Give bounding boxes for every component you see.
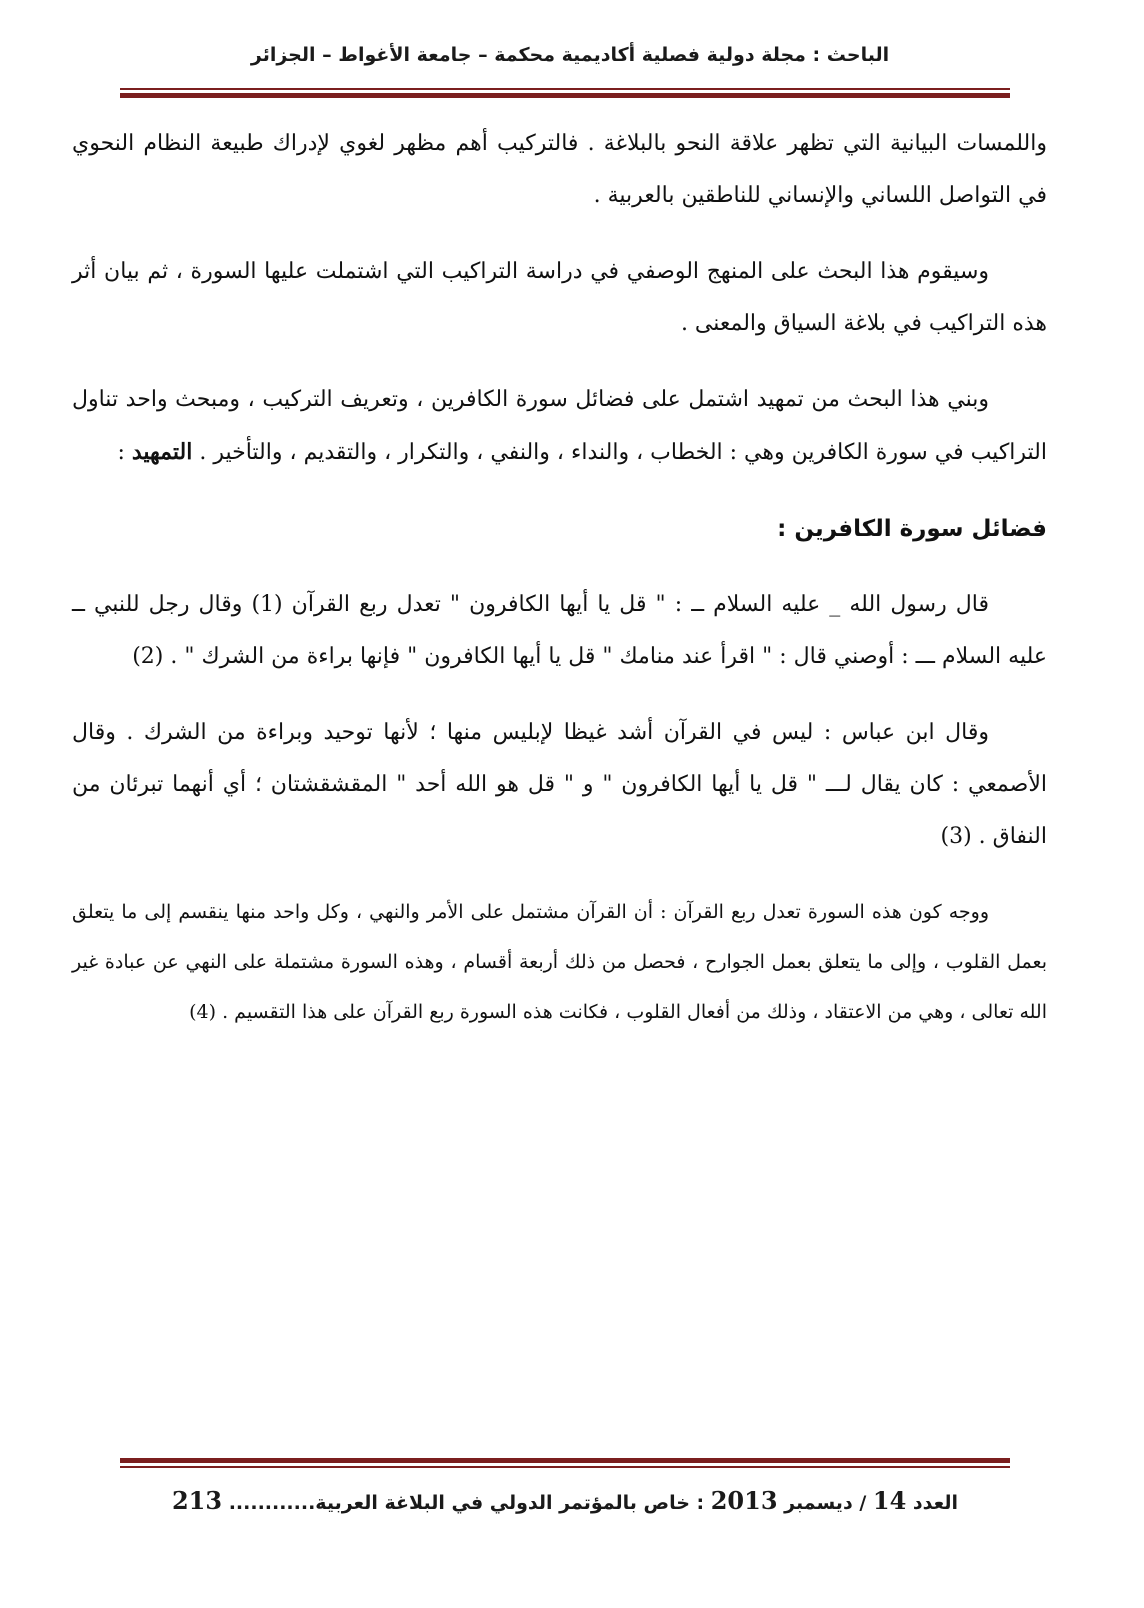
footer-description: : خاص بالمؤتمر الدولي في البلاغة العربية............ bbox=[222, 1492, 711, 1514]
issue-month: ديسمبر bbox=[784, 1492, 853, 1514]
tamhid-label: التمهيد bbox=[131, 439, 193, 465]
journal-header-title: الباحث : مجلة دولية فصلية أكاديمية محكمة – جامعة الأغواط – الجزائر bbox=[250, 44, 890, 66]
paragraph-3-colon: : bbox=[117, 440, 132, 465]
section-heading: فضائل سورة الكافرين : bbox=[777, 516, 1047, 542]
page-number: 213 bbox=[171, 1486, 223, 1515]
footer-separator: / bbox=[852, 1492, 873, 1514]
header-rule-thick bbox=[120, 93, 1010, 98]
paragraph-1: واللمسات البيانية التي تظهر علاقة النحو بالبلاغة . فالتركيب أهم مظهر لغوي لإدراك طبيعة النظام النحوي في التواصل اللساني والإنساني للناطقين بالعربية . bbox=[72, 131, 1047, 208]
header-rule-thin bbox=[120, 88, 1010, 90]
paragraph-3-text: وبني هذا البحث من تمهيد اشتمل على فضائل سورة الكافرين ، وتعريف التركيب ، ومبحث واحد تناول التراكيب في سورة الكافرين وهي : الخطاب ، والنداء ، والنفي ، والتكرار ، والتقديم ، والتأخير . bbox=[72, 387, 1047, 465]
paragraph-3 bbox=[72, 374, 1047, 479]
issue-label: العدد bbox=[912, 1492, 959, 1514]
footer-rule-thick bbox=[120, 1458, 1010, 1463]
paragraph-6: ووجه كون هذه السورة تعدل ربع القرآن : أن القرآن مشتمل على الأمر والنهي ، وكل واحد منها ينقسم إلى ما يتعلق بعمل القلوب ، وإلى ما يتعلق بعمل الجوارح ، فحصل من ذلك أربعة أقسام ، وهذه السورة مشتملة على النهي عن عبادة غير الله تعالى ، وهي من الاعتقاد ، وذلك من أفعال القلوب ، فكانت هذه السورة ربع القرآن على هذا التقسيم . (4) bbox=[72, 901, 1047, 1023]
article-body bbox=[72, 118, 1047, 1037]
page-footer bbox=[120, 1486, 1010, 1515]
paragraph-2: وسيقوم هذا البحث على المنهج الوصفي في دراسة التراكيب التي اشتملت عليها السورة ، ثم بيان أثر هذه التراكيب في بلاغة السياق والمعنى . bbox=[72, 259, 1047, 336]
footer-rule-thin bbox=[120, 1466, 1010, 1468]
issue-year: 2013 bbox=[710, 1486, 778, 1515]
paragraph-5: وقال ابن عباس : ليس في القرآن أشد غيظا لإبليس منها ؛ لأنها توحيد وبراءة من الشرك . وقال الأصمعي : كان يقال لـــ " قل يا أيها الكافرون " و " قل هو الله أحد " المقشقشتان ؛ أي أنهما تبرئان من النفاق . (3) bbox=[72, 720, 1047, 849]
issue-number: 14 bbox=[872, 1486, 907, 1515]
paragraph-4: قال رسول الله _ عليه السلام ــ : " قل يا أيها الكافرون " تعدل ربع القرآن (1) وقال رجل للنبي ــ عليه السلام ـــ : أوصني قال : " اقرأ عند منامك " قل يا أيها الكافرون " فإنها براءة من الشرك " . (2) bbox=[72, 592, 1047, 669]
